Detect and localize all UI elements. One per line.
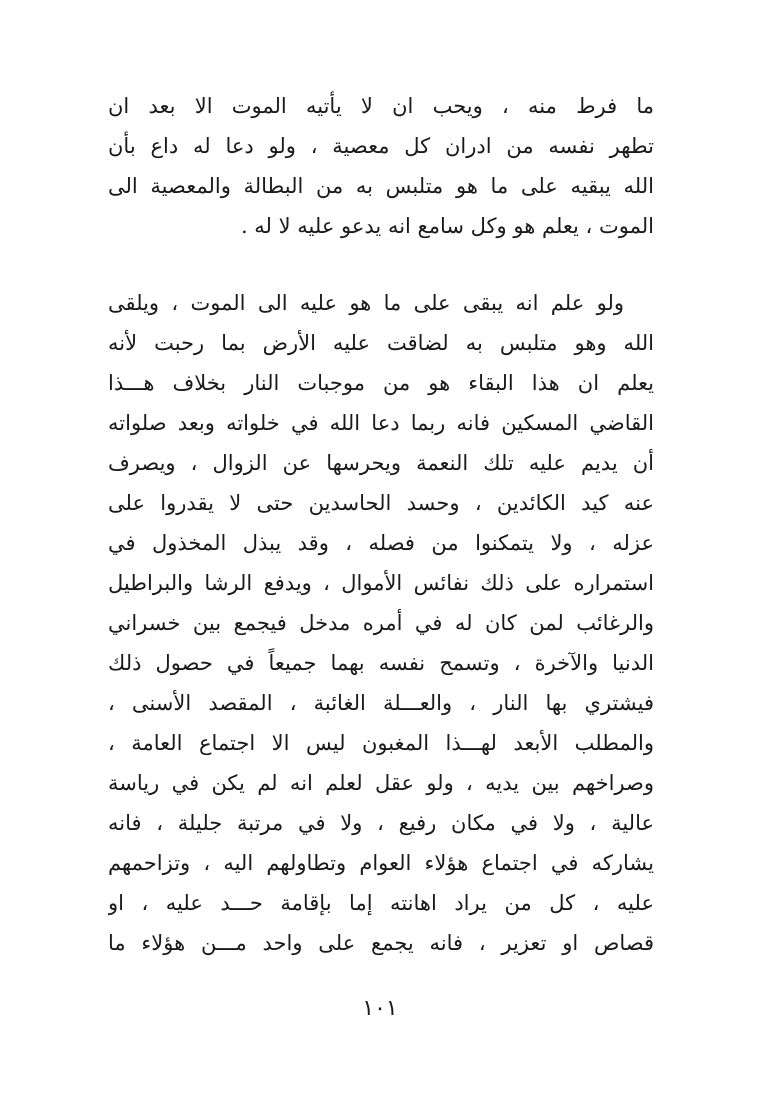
text-line: والمطلب الأبعد لهـــذا المغبون ليس الا اجتماع العامة ، [108, 731, 654, 755]
text-line: عليه ، كل من يراد اهانته إما بإقامة حـــد عليه ، او [108, 891, 654, 915]
paragraph-2 [108, 283, 654, 963]
text-line: يشاركه في اجتماع هؤلاء العوام وتطاولهم اليه ، وتزاحمهم [108, 851, 654, 875]
text-line: أن يديم عليه تلك النعمة ويحرسها عن الزوال ، ويصرف [108, 451, 654, 475]
text-line: فيشتري بها النار ، والعـــلة الغائبة ، المقصد الأسنى ، [108, 691, 654, 715]
text-line: وصراخهم بين يديه ، ولو عقل لعلم انه لم يكن في رياسة [108, 771, 654, 795]
text-line: ولو علم انه يبقى على ما هو عليه الى الموت ، ويلقى [108, 291, 624, 315]
text-line: الله وهو متلبس به لضاقت عليه الأرض بما رحبت لأنه [108, 331, 654, 355]
text-line: ما فرط منه ، ويحب ان لا يأتيه الموت الا بعد ان [108, 94, 654, 118]
page-number: ١٠١ [362, 996, 398, 1021]
text-line: القاضي المسكين فانه ربما دعا الله في خلواته وبعد صلواته [108, 411, 654, 435]
text-line: عنه كيد الكائدين ، وحسد الحاسدين حتى لا يقدروا على [108, 491, 654, 515]
paragraph-1 [108, 86, 654, 246]
text-line: عالية ، ولا في مكان رفيع ، ولا في مرتبة جليلة ، فانه [108, 811, 654, 835]
text-line: تطهر نفسه من ادران كل معصية ، ولو دعا له داع بأن [108, 134, 654, 158]
text-line: الدنيا والآخرة ، وتسمح نفسه بهما جميعاً في حصول ذلك [108, 651, 654, 675]
text-line: الله يبقيه على ما هو متلبس به من البطالة والمعصية الى [108, 174, 654, 198]
text-line: استمراره على ذلك نفائس الأموال ، ويدفع الرشا والبراطيل [108, 571, 654, 595]
text-line: الموت ، يعلم هو وكل سامع انه يدعو عليه لا له . [240, 214, 654, 238]
text-line: والرغائب لمن كان له في أمره مدخل فيجمع بين خسراني [108, 611, 654, 635]
text-line: قصاص او تعزير ، فانه يجمع على واحد مـــن هؤلاء ما [108, 931, 654, 955]
text-line: عزله ، ولا يتمكنوا من فصله ، وقد يبذل المخذول في [108, 531, 654, 555]
text-line: يعلم ان هذا البقاء هو من موجبات النار بخلاف هـــذا [108, 371, 654, 395]
